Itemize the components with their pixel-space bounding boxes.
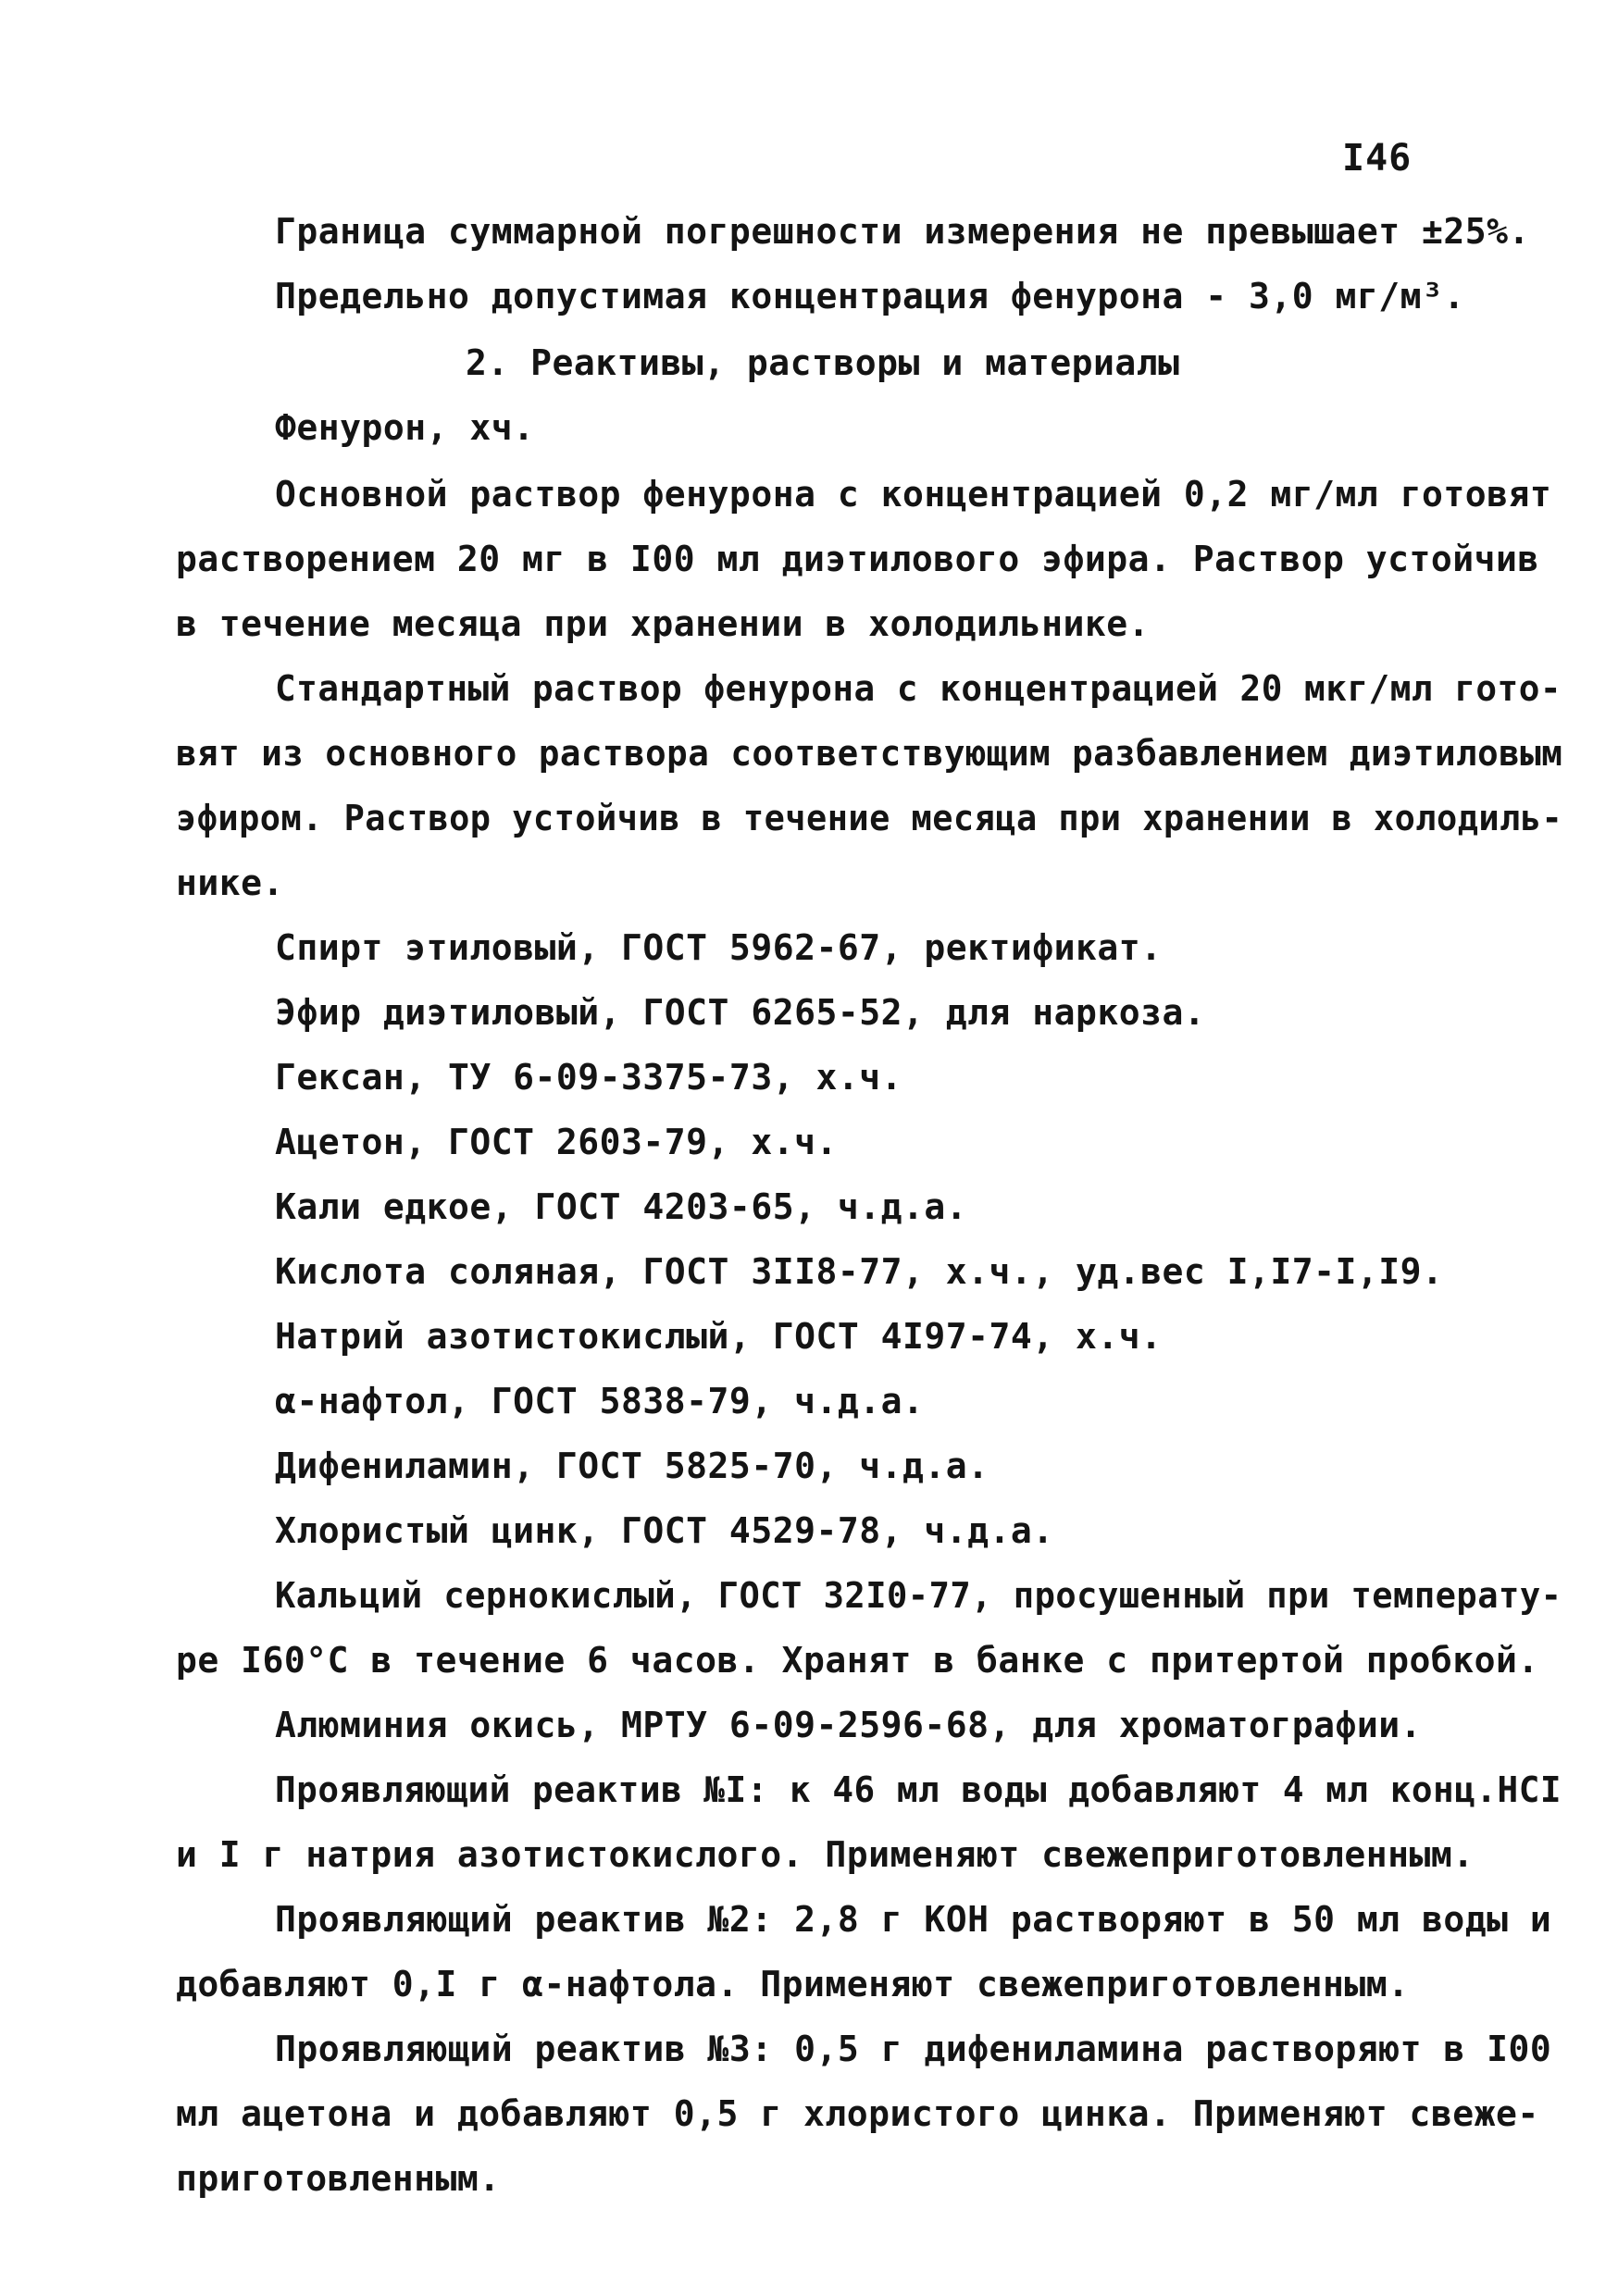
text-line-22: Кальций сернокислый, ГОСТ 32I0-77, просушенный при температу- <box>275 1575 1562 1616</box>
text-line-28: добавляют 0,I г α-нафтола. Применяют свежеприготовленным. <box>176 1964 1410 2004</box>
text-line-21: Хлористый цинк, ГОСТ 4529-78, ч.д.а. <box>275 1510 1054 1551</box>
text-line-15: Ацетон, ГОСТ 2603-79, х.ч. <box>275 1122 838 1162</box>
text-line-5: Основной раствор фенурона с концентрацией 0,2 мг/мл готовят <box>275 474 1552 515</box>
text-line-14: Гексан, ТУ 6-09-3375-73, х.ч. <box>275 1057 902 1098</box>
text-line-13: Эфир диэтиловый, ГОСТ 6265-52, для наркоза. <box>275 992 1206 1033</box>
page-number: I46 <box>1342 137 1413 180</box>
section-heading: 2. Реактивы, растворы и материалы <box>466 342 1180 383</box>
text-line-19: α-нафтол, ГОСТ 5838-79, ч.д.а. <box>275 1381 925 1421</box>
text-line-2: Предельно допустимая концентрация фенурона - 3,0 мг/м³. <box>275 276 1465 316</box>
text-line-16: Кали едкое, ГОСТ 4203-65, ч.д.а. <box>275 1186 968 1227</box>
text-line-26: и I г натрия азотистокислого. Применяют свежеприготовленным. <box>176 1834 1475 1875</box>
text-line-30: мл ацетона и добавляют 0,5 г хлористого цинка. Применяют свеже- <box>176 2093 1539 2134</box>
text-line-27: Проявляющий реактив №2: 2,8 г КОН растворяют в 50 мл воды и <box>275 1899 1552 1940</box>
text-line-20: Дифениламин, ГОСТ 5825-70, ч.д.а. <box>275 1446 989 1486</box>
text-line-25: Проявляющий реактив №I: к 46 мл воды добавляют 4 мл конц.HCI <box>275 1769 1562 1810</box>
text-line-6: растворением 20 мг в I00 мл диэтилового эфира. Раствор устойчив <box>176 539 1539 579</box>
text-line-8: Стандартный раствор фенурона с концентрацией 20 мкг/мл гото- <box>275 668 1562 709</box>
text-line-31: приготовленным. <box>176 2158 501 2199</box>
text-line-1: Граница суммарной погрешности измерения не превышает ±25%. <box>275 211 1530 252</box>
text-line-10: эфиром. Раствор устойчив в течение месяца при хранении в холодиль- <box>176 798 1563 838</box>
text-line-9: вят из основного раствора соответствующим разбавлением диэтиловым <box>176 733 1563 774</box>
text-line-17: Кислота соляная, ГОСТ 3II8-77, х.ч., уд.вес I,I7-I,I9. <box>275 1251 1444 1292</box>
text-line-12: Спирт этиловый, ГОСТ 5962-67, ректификат. <box>275 927 1163 968</box>
text-line-24: Алюминия окись, МРТУ 6-09-2596-68, для хроматографии. <box>275 1705 1423 1745</box>
text-line-23: ре I60°С в течение 6 часов. Хранят в банке с притертой пробкой. <box>176 1640 1539 1681</box>
text-line-29: Проявляющий реактив №3: 0,5 г дифениламина растворяют в I00 <box>275 2029 1552 2069</box>
text-line-18: Натрий азотистокислый, ГОСТ 4I97-74, х.ч. <box>275 1316 1163 1357</box>
text-line-7: в течение месяца при хранении в холодильнике. <box>176 603 1151 644</box>
text-line-11: нике. <box>176 863 284 903</box>
text-line-4: Фенурон, хч. <box>275 407 535 448</box>
